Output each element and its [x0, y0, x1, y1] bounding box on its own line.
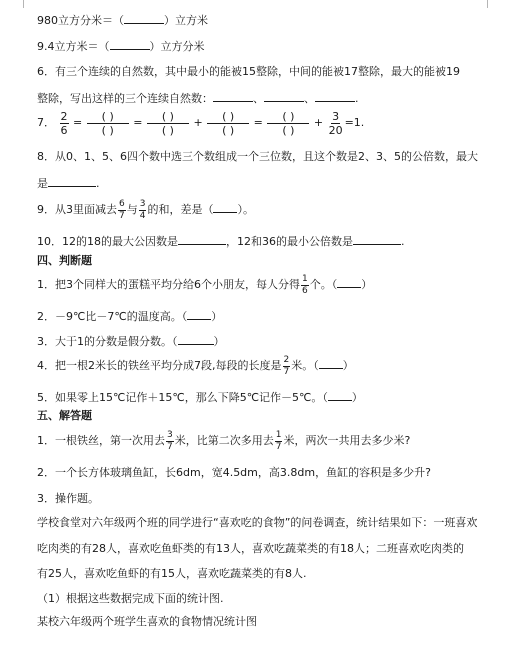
- question-6-line1: 6．有三个连续的自然数，其中最小的能被15整除，中间的能被17整除，最大的能被19: [37, 65, 460, 78]
- fraction: $\frac{2}{7}$: [283, 354, 290, 377]
- answer-blank[interactable]: [48, 175, 96, 187]
- chart-title: 某校六年级两个班学生喜欢的食物情况统计图: [37, 615, 257, 628]
- fraction-blank[interactable]: $\frac{( )}{( )}$: [147, 111, 189, 136]
- answer-blank[interactable]: [328, 389, 352, 401]
- answer-blank[interactable]: [319, 357, 343, 369]
- answer-blank[interactable]: [178, 333, 214, 345]
- sub-question-1: （1）根据这些数据完成下面的统计图.: [37, 592, 224, 605]
- judge-question-2: 2．－9℃比－7℃的温度高。（ ）: [37, 310, 223, 323]
- question-8-line2: 是 .: [37, 177, 100, 190]
- solve-question-3: 3．操作题。: [37, 492, 99, 505]
- fraction-blank[interactable]: $\frac{( )}{( )}$: [267, 111, 309, 136]
- solve-question-1: 1．一根铁丝，第一次用去 $\frac{3}{7}$ 米，比第二次多用去 $\frac{1}{7}$ 米，两次一共用去多少米?: [37, 429, 411, 452]
- judge-question-1: 1．把3个同样大的蛋糕平均分给6个小朋友，每人分得 $\frac{1}{6}$ 个。（ ）: [37, 273, 373, 296]
- judge-question-5: 5．如果零上15℃记作＋15℃，那么下降5℃记作－5℃。（ ）: [37, 391, 363, 404]
- answer-blank[interactable]: [315, 90, 355, 102]
- question-10: 10．12的18的最大公因数是 ，12和36的最小公倍数是 .: [37, 235, 405, 248]
- answer-blank[interactable]: [178, 233, 226, 245]
- answer-blank[interactable]: [213, 90, 253, 102]
- fraction: $\frac{3}{7}$: [167, 429, 173, 452]
- answer-blank[interactable]: [187, 308, 211, 320]
- fraction: $\frac{1}{6}$: [302, 273, 308, 296]
- answer-blank[interactable]: [337, 276, 361, 288]
- answer-blank[interactable]: [264, 90, 304, 102]
- question-fill-980: 980立方分米＝（ ）立方米: [37, 14, 208, 27]
- section-title-judge: 四、判断题: [37, 254, 92, 267]
- question-9: 9．从3里面减去 $\frac{6}{7}$ 与 $\frac{3}{4}$ 的和，差是（ ）。: [37, 198, 254, 221]
- fraction: $\frac{3}{20}$: [328, 109, 343, 137]
- fraction: $\frac{1}{7}$: [275, 429, 282, 452]
- solve-question-2: 2．一个长方体玻璃鱼缸，长6dm，宽4.5dm，高3.8dm，鱼缸的容积是多少升?: [37, 466, 431, 479]
- question-fill-9-4: 9.4立方米＝（ ）立方分米: [37, 40, 205, 53]
- answer-blank[interactable]: [353, 233, 401, 245]
- answer-blank[interactable]: [110, 38, 150, 50]
- fraction: $\frac{3}{4}$: [139, 198, 146, 221]
- question-8-line1: 8．从0、1、5、6四个数中选三个数组成一个三位数，且这个数是2、3、5的公倍数，最大: [37, 150, 478, 163]
- judge-question-4: 4．把一根2米长的铁丝平均分成7段,每段的长度是 $\frac{2}{7}$ 米。（ ）: [37, 354, 354, 377]
- fraction: $\frac{2}{6}$: [60, 109, 68, 137]
- question-6-line2: 整除，写出这样的三个连续自然数： 、 、 .: [37, 92, 359, 105]
- fraction-blank[interactable]: $\frac{( )}{( )}$: [87, 111, 129, 136]
- fraction-blank[interactable]: $\frac{( )}{( )}$: [207, 111, 249, 136]
- survey-paragraph-line3: 有25人，喜欢吃鱼虾的有15人，喜欢吃蔬菜类的有8人.: [37, 567, 307, 580]
- crop-mark-left: [23, 0, 24, 8]
- answer-blank[interactable]: [213, 201, 237, 213]
- survey-paragraph-line1: 学校食堂对六年级两个班的同学进行“喜欢吃的食物”的问卷调查，统计结果如下：一班喜欢: [37, 516, 478, 529]
- fraction: $\frac{6}{7}$: [119, 198, 125, 221]
- question-7: 7． $\frac{2}{6}$ = $\frac{( )}{( )}$ = $\frac{( )}{( )}$ + $\frac{( )}{( )}$ = $\frac{( )}{( )}$ + $\frac{3}{20}$ =1.: [37, 109, 365, 137]
- answer-blank[interactable]: [124, 12, 164, 24]
- section-title-solve: 五、解答题: [37, 409, 92, 422]
- survey-paragraph-line2: 吃肉类的有28人，喜欢吃鱼虾类的有13人，喜欢吃蔬菜类的有18人；二班喜欢吃肉类的: [37, 542, 464, 555]
- crop-mark-right: [487, 0, 488, 8]
- judge-question-3: 3．大于1的分数是假分数。（ ）: [37, 335, 225, 348]
